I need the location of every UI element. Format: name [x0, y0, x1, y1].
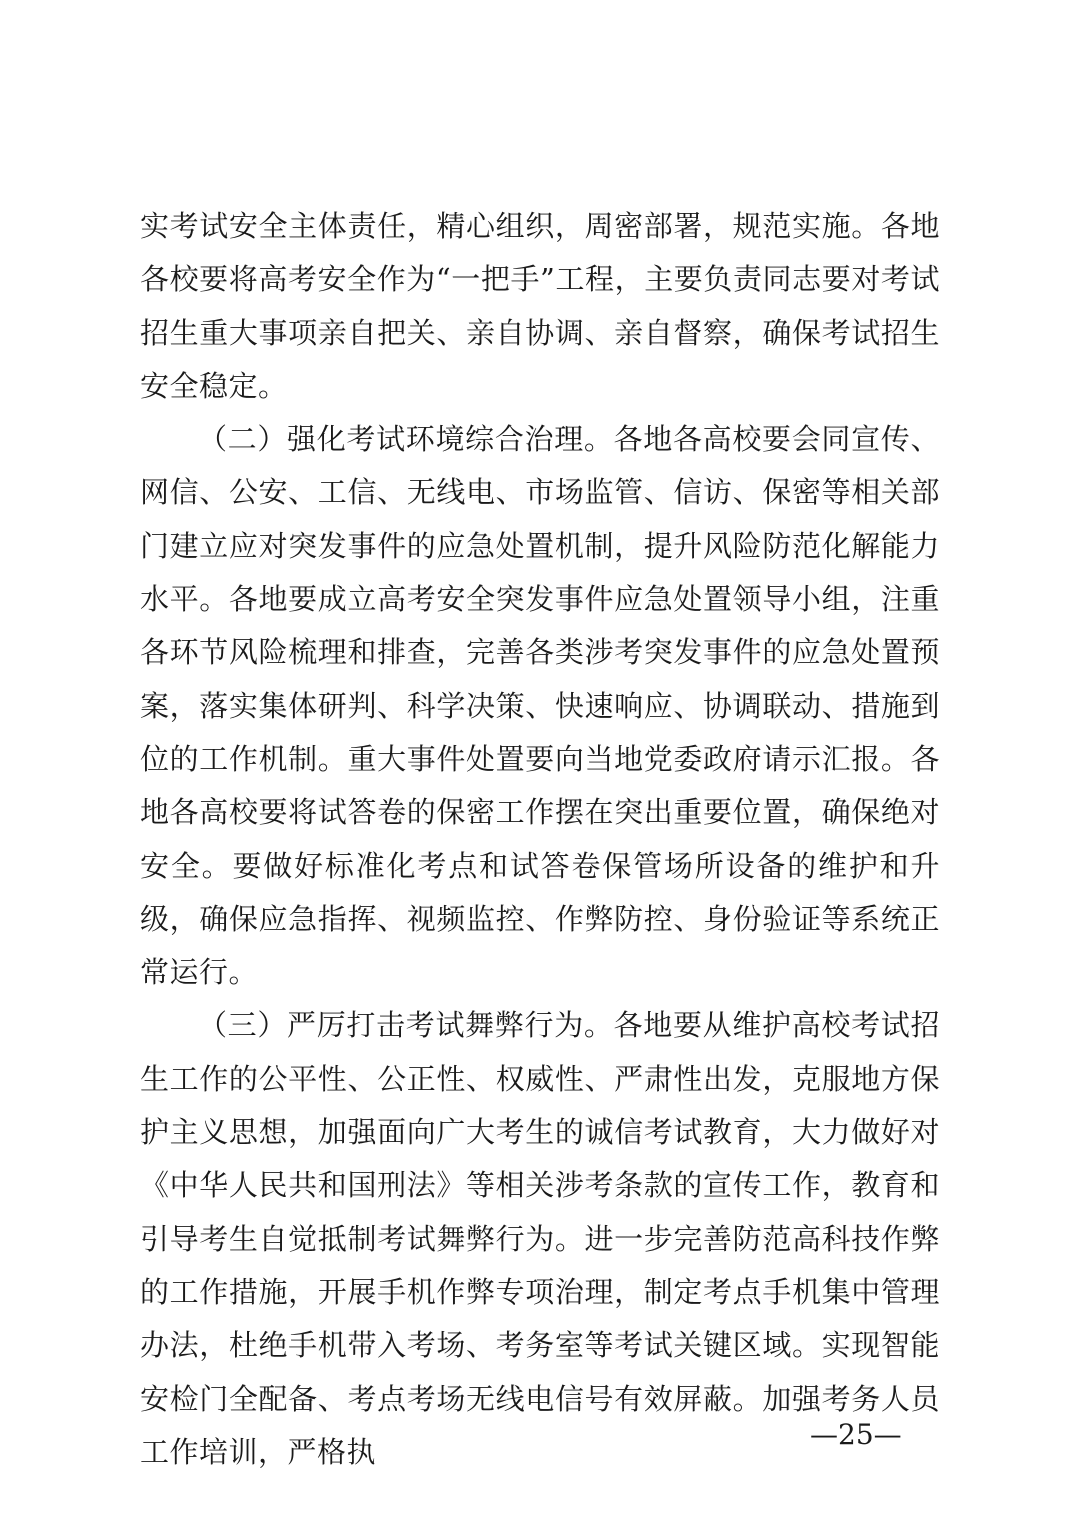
paragraph-section-2: （二）强化考试环境综合治理。各地各高校要会同宣传、网信、公安、工信、无线电、市场监管、信访、保密等相关部门建立应对突发事件的应急处置机制，提升风险防范化解能力水平。各地要成立高考安全突发事件应急处置领导小组，注重各环节风险梳理和排查，完善各类涉考突发事件的应急处置预案，落实集体研判、科学决策、快速响应、协调联动、措施到位的工作机制。重大事件处置要向当地党委政府请示汇报。各地各高校要将试答卷的保密工作摆在突出重要位置，确保绝对安全。要做好标准化考点和试答卷保管场所设备的维护和升级，确保应急指挥、视频监控、作弊防控、身份验证等系统正常运行。 — [140, 422, 940, 990]
paragraph-continued: 实考试安全主体责任，精心组织，周密部署，规范实施。各地各校要将高考安全作为“一把手”工程，主要负责同志要对考试招生重大事项亲自把关、亲自协调、亲自督察，确保考试招生安全稳定。 — [140, 209, 940, 403]
body-text — [140, 200, 940, 1479]
paragraph-section-3: （三）严厉打击考试舞弊行为。各地要从维护高校考试招生工作的公平性、公正性、权威性、严肃性出发，克服地方保护主义思想，加强面向广大考生的诚信考试教育，大力做好对《中华人民共和国刑法》等相关涉考条款的宣传工作，教育和引导考生自觉抵制考试舞弊行为。进一步完善防范高科技作弊的工作措施，开展手机作弊专项治理，制定考点手机集中管理办法，杜绝手机带入考场、考务室等考试关键区域。实现智能安检门全配备、考点考场无线电信号有效屏蔽。加强考务人员工作培训，严格执 — [140, 1008, 940, 1469]
page-number: —25— — [810, 1418, 902, 1451]
